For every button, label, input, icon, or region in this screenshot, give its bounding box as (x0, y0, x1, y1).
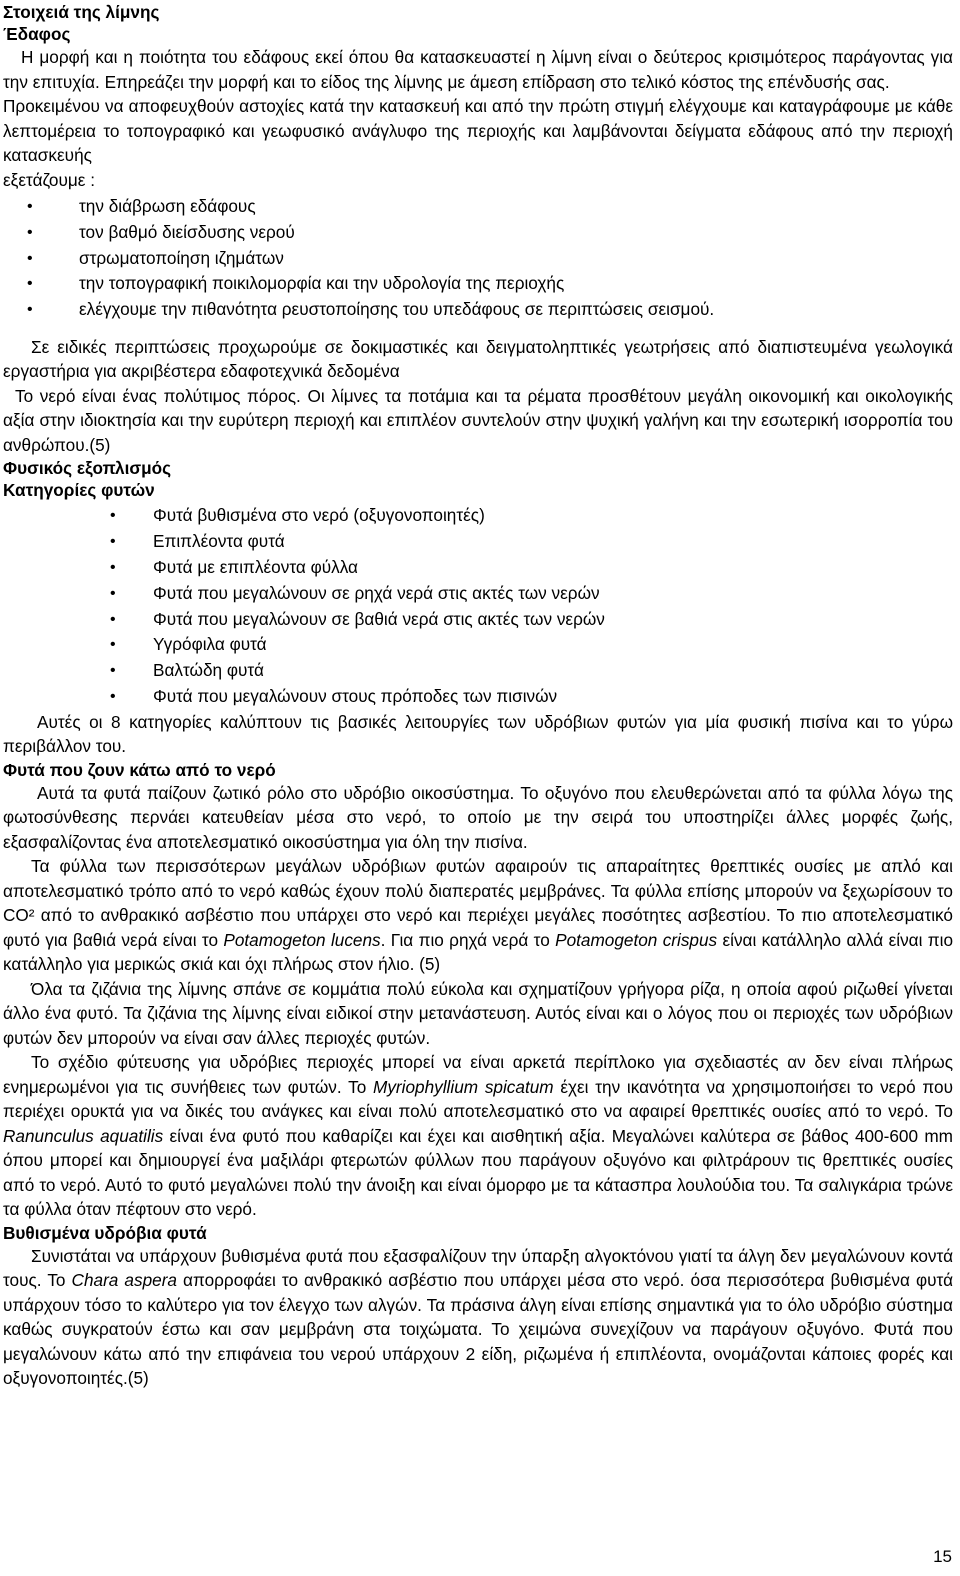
list-item: • ελέγχουμε την πιθανότητα ρευστοποίησης του υπεδάφους σε περιπτώσεις σεισμού. (3, 297, 953, 323)
list-item: • Φυτά με επιπλέοντα φύλλα (3, 555, 953, 581)
equipment-heading: Φυσικός εξοπλισμός (3, 458, 172, 479)
species-name: Myriophyllium spicatum (373, 1076, 554, 1097)
soil-paragraph-5: Το νερό είναι ένας πολύτιμος πόρος. Οι λίμνες τα ποτάμια και τα ρέματα προσθέτουν μεγάλη οικονομική και οικολογικής αξία στην ιδιοκτησία και την ευρύτερη περιοχή και επιπλέον συντελούν στην ψυχική γαλήνη και την εσωτερική ισορροπία του ανθρώπου.(5) (3, 385, 953, 455)
text-run: είναι ένα φυτό που καθαρίζει και έχει και αισθητική αξία. Μεγαλώνει καλύτερα σε βάθος 400-600 mm όπου μπορεί και δημιουργεί ένα μαξιλάρι φτερωτών φύλλων που παράγουν οξυγόνο και φιλτράρουν τις θρεπτικές ουσίες από το νερό. Αυτό το φυτό μεγαλώνει πολύ την άνοιξη και είναι όμορφο με τα κάτασπρα λουλούδια του. Τα σαλιγκάρια τρώνε τα φύλλα όταν πέφτουν στο νερό. (3, 1125, 953, 1220)
text-run: έχει την ικανότητα να χρησιμοποιήσει το νερό που περιέχει ορυκτά για να δικές του ανάγκες και είναι πολύ αποτελεσματικό στο να αφαιρεί θρεπτικές ουσίες από το νερό. Το (3, 1076, 953, 1122)
list-item: • Υγρόφιλα φυτά (3, 632, 953, 658)
soil-paragraph-3: εξετάζουμε : (3, 169, 96, 190)
document-page (3, 1, 953, 1391)
list-item: • Βαλτώδη φυτά (3, 658, 953, 684)
list-item: • Φυτά που μεγαλώνουν στους πρόποδες των πισινών (3, 684, 953, 710)
list-item: • Φυτά που μεγαλώνουν σε ρηχά νερά στις ακτές των νερών (3, 581, 953, 607)
soil-paragraph-4: Σε ειδικές περιπτώσεις προχωρούμε σε δοκιμαστικές και δειγματοληπτικές γεωτρήσεις από διαπιστευμένα γεωλογικά εργαστήρια για ακριβέστερα εδαφοτεχνικά δεδομένα (3, 336, 953, 382)
underwater-paragraph-3: Όλα τα ζιζάνια της λίμνης σπάνε σε κομμάτια πολύ εύκολα και σχηματίζουν γρήγορα ρίζα, η οποία αφού ριζωθεί γίνεται άλλο ένα φυτό. Τα ζιζάνια της λίμνης είναι ειδικοί στην μετανάστευση. Αυτός είναι και ο λόγος που οι περιοχές των υδρόβιων φυτών δεν μπορούν να είναι σαν άλλες περιοχές φυτών. (3, 978, 953, 1048)
underwater-paragraph-1: Αυτά τα φυτά παίζουν ζωτικό ρόλο στο υδρόβιο οικοσύστημα. Το οξυγόνο που ελευθερώνεται από τα φύλλα λόγω της φωτοσύνθεσης περνάει κατευθείαν μέσα στο νερό, το οποίο με την σειρά του υποστηρίζει άλλες μορφές ζωής, εξασφαλίζοντας ένα αποτελεσματικό οικοσύστημα για όλη την πισίνα. (3, 782, 953, 852)
species-name: Potamogeton crispus (555, 929, 718, 950)
list-item: • στρωματοποίηση ιζημάτων (3, 246, 953, 272)
soil-paragraph-1: Η μορφή και η ποιότητα του εδάφους εκεί όπου θα κατασκευαστεί η λίμνη είναι ο δεύτερος κρισιμότερος παράγοντας για την επιτυχία. Επηρεάζει την μορφή και το είδος της λίμνης με άμεση επίδραση στο τελικό κόστος της επένδυσής σας. (3, 47, 953, 92)
text-run: Τα φύλλα των περισσότερων μεγάλων υδρόβιων φυτών αφαιρούν τις απαραίτητες θρεπτικές ουσίες με απλό και αποτελεσματικό τρόπο από το νερό καθώς έχουν πολύ διαπερατές μεμβράνες. Τα φύλλα επίσης μπορούν να ξεχωρίσουν το CO² από το ανθρακικό ασβέστιο που υπάρχει στο νερό και περιέχει μεγάλες ποσότητες ασβεστίου. Το πιο αποτελεσματικό φυτό για βαθιά νερά είναι το (3, 856, 953, 950)
underwater-paragraph-4 (3, 1050, 953, 1222)
list-item: • τον βαθμό διείσδυσης νερού (3, 220, 953, 246)
soil-heading: Έδαφος (3, 24, 71, 44)
species-name: Ranunculus aquatilis (3, 1125, 164, 1146)
list-item: • Φυτά βυθισμένα στο νερό (οξυγονοποιητές) (3, 503, 953, 529)
list-item: • Επιπλέοντα φυτά (3, 529, 953, 555)
plant-categories-heading: Κατηγορίες φυτών (3, 480, 155, 501)
species-name: Potamogeton lucens (223, 929, 381, 950)
species-name: Chara aspera (71, 1270, 177, 1291)
plant-categories-list (3, 503, 953, 709)
text-run: Το σχέδιο φύτευσης για υδρόβιες περιοχές μπορεί να είναι αρκετά περίπλοκο για σχεδιαστές αν δεν είναι πλήρως ενημερωμένοι για τις συνήθειες των φυτών. Το (3, 1052, 953, 1097)
soil-check-list (3, 194, 953, 323)
soil-paragraph-2: Προκειμένου να αποφευχθούν αστοχίες κατά την κατασκευή και από την πρώτη στιγμή ελέγχουμε και καταγράφουμε με κάθε λεπτομέρεια το τοπογραφικό και γεωφυσικό ανάγλυφο της περιοχής και λαμβάνονται δείγματα εδάφους από την περιοχή κατασκευής (3, 96, 953, 165)
text-run: Συνιστάται να υπάρχουν βυθισμένα φυτά που εξασφαλίζουν την ύπαρξη αλγοκτόνου γιατί τα άλγη δεν μεγαλώνουν κοντά τους. Το (3, 1245, 953, 1291)
page-title: Στοιχειά της λίμνης (3, 2, 160, 22)
list-item: • την διάβρωση εδάφους (3, 194, 953, 220)
list-item: • Φυτά που μεγαλώνουν σε βαθιά νερά στις ακτές των νερών (3, 607, 953, 633)
submerged-paragraph-1 (3, 1244, 953, 1391)
underwater-paragraph-2 (3, 854, 953, 977)
text-run: . Για πιο ρηχά νερά το (380, 929, 556, 950)
spacer (3, 323, 953, 335)
list-item: • την τοπογραφική ποικιλομορφία και την υδρολογία της περιοχής (3, 271, 953, 297)
text-run: απορροφάει το ανθρακικό ασβέστιο που υπάρχει μέσα στο νερό. όσα περισσότερα βυθισμένα φυτά υπάρχουν τόσο το καλύτερο για τον έλεγχο των αλγών. Τα πράσινα άλγη είναι επίσης σημαντικά για το όλο υδρόβιο σύστημα καθώς συγκρατούν έστω και σαν μεμβράνη στα τοιχώματα. Το χειμώνα συνεχίζουν να παράγουν οξυγόνο. Φυτά που μεγαλώνουν κάτω από την επιφάνεια του νερού υπάρχουν 2 είδη, ριζωμένα ή επιπλέοντα, ονομάζονται κάποιες φορές και οξυγονοποιητές.(5) (3, 1270, 953, 1389)
page-number: 15 (933, 1547, 952, 1566)
underwater-plants-heading: Φυτά που ζουν κάτω από το νερό (3, 759, 276, 780)
categories-summary: Αυτές οι 8 κατηγορίες καλύπτουν τις βασικές λειτουργίες των υδρόβιων φυτών για μία φυσική πισίνα και το γύρω περιβάλλον του. (3, 711, 953, 757)
submerged-plants-heading: Βυθισμένα υδρόβια φυτά (3, 1222, 207, 1243)
text-run: είναι κατάλληλο αλλά είναι πιο κατάλληλο για μερικώς σκιά και όχι πλήρως στον ήλιο. (5) (3, 929, 953, 975)
